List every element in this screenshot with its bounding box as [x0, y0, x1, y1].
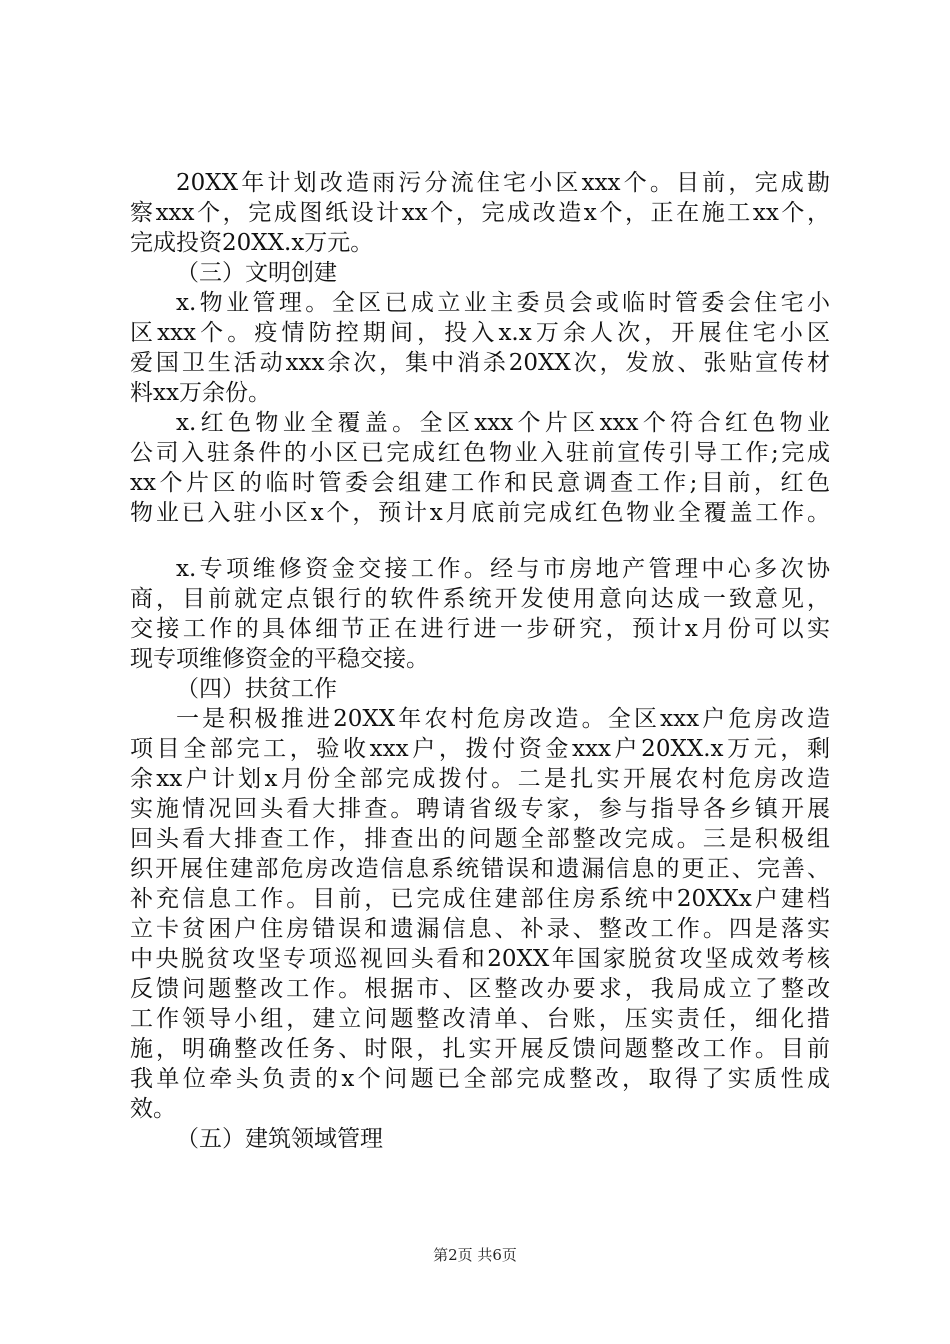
text-line: 一是积极推进20XX年农村危房改造。全区xxx户危房改造: [176, 706, 830, 732]
text-line: 工作领导小组，建立问题整改清单、台账，压实责任，细化措: [130, 1006, 830, 1032]
paragraph: [130, 288, 830, 408]
text-line: 交接工作的具体细节正在进行进一步研究，预计x月份可以实: [130, 616, 830, 642]
text-line: 公司入驻条件的小区已完成红色物业入驻前宣传引导工作;完成: [130, 440, 830, 466]
paragraph: [130, 168, 830, 258]
text-line: 完成投资20XX.x万元。: [130, 230, 374, 256]
text-line: 织开展住建部危房改造信息系统错误和遗漏信息的更正、完善、: [130, 856, 830, 882]
paragraph: [130, 554, 830, 674]
text-line: 商，目前就定点银行的软件系统开发使用意向达成一致意见，: [130, 586, 830, 612]
text-line: 余xx户计划x月份全部完成拨付。二是扎实开展农村危房改造: [130, 766, 830, 792]
text-line: 中央脱贫攻坚专项巡视回头看和20XX年国家脱贫攻坚成效考核: [130, 946, 830, 972]
text-line: 实施情况回头看大排查。聘请省级专家，参与指导各乡镇开展: [130, 796, 830, 822]
section-heading: （四）扶贫工作: [176, 676, 337, 702]
text-line: 补充信息工作。目前，已完成住建部住房系统中20XXx户建档: [130, 886, 830, 912]
page-footer: [0, 1244, 950, 1265]
text-line: x.专项维修资金交接工作。经与市房地产管理中心多次协: [176, 556, 830, 582]
document-body: [130, 168, 830, 1154]
text-line: 反馈问题整改工作。根据市、区整改办要求，我局成立了整改: [130, 976, 830, 1002]
paragraph: [130, 704, 830, 1124]
section-heading: （五）建筑领域管理: [176, 1126, 383, 1152]
text-line: 我单位牵头负责的x个问题已全部完成整改，取得了实质性成: [130, 1066, 830, 1092]
text-line: 区xxx个。疫情防控期间，投入x.x万余人次，开展住宅小区: [130, 320, 830, 346]
text-line: 察xxx个，完成图纸设计xx个，完成改造x个，正在施工xx个，: [130, 200, 830, 226]
text-line: 物业已入驻小区x个，预计x月底前完成红色物业全覆盖工作。: [130, 500, 830, 526]
text-line: 立卡贫困户住房错误和遗漏信息、补录、整改工作。四是落实: [130, 916, 830, 942]
text-line: x.物业管理。全区已成立业主委员会或临时管委会住宅小: [176, 290, 830, 316]
text-line: 效。: [130, 1096, 176, 1122]
text-line: 现专项维修资金的平稳交接。: [130, 646, 429, 672]
text-line: 20XX年计划改造雨污分流住宅小区xxx个。目前，完成勘: [176, 170, 830, 196]
section-heading: （三）文明创建: [176, 260, 337, 286]
text-line: 施，明确整改任务、时限，扎实开展反馈问题整改工作。目前: [130, 1036, 830, 1062]
paragraph: [130, 408, 830, 528]
text-line: 回头看大排查工作，排查出的问题全部整改完成。三是积极组: [130, 826, 830, 852]
text-line: x.红色物业全覆盖。全区xxx个片区xxx个符合红色物业: [176, 410, 830, 436]
text-line: xx个片区的临时管委会组建工作和民意调查工作;目前，红色: [130, 470, 830, 496]
paragraph-gap: [130, 528, 830, 554]
text-line: 料xx万余份。: [130, 380, 271, 406]
text-line: 爱国卫生活动xxx余次，集中消杀20XX次，发放、张贴宣传材: [130, 350, 830, 376]
page-number: 第2页 共6页: [433, 1246, 517, 1264]
text-line: 项目全部完工，验收xxx户，拨付资金xxx户20XX.x万元，剩: [130, 736, 830, 762]
